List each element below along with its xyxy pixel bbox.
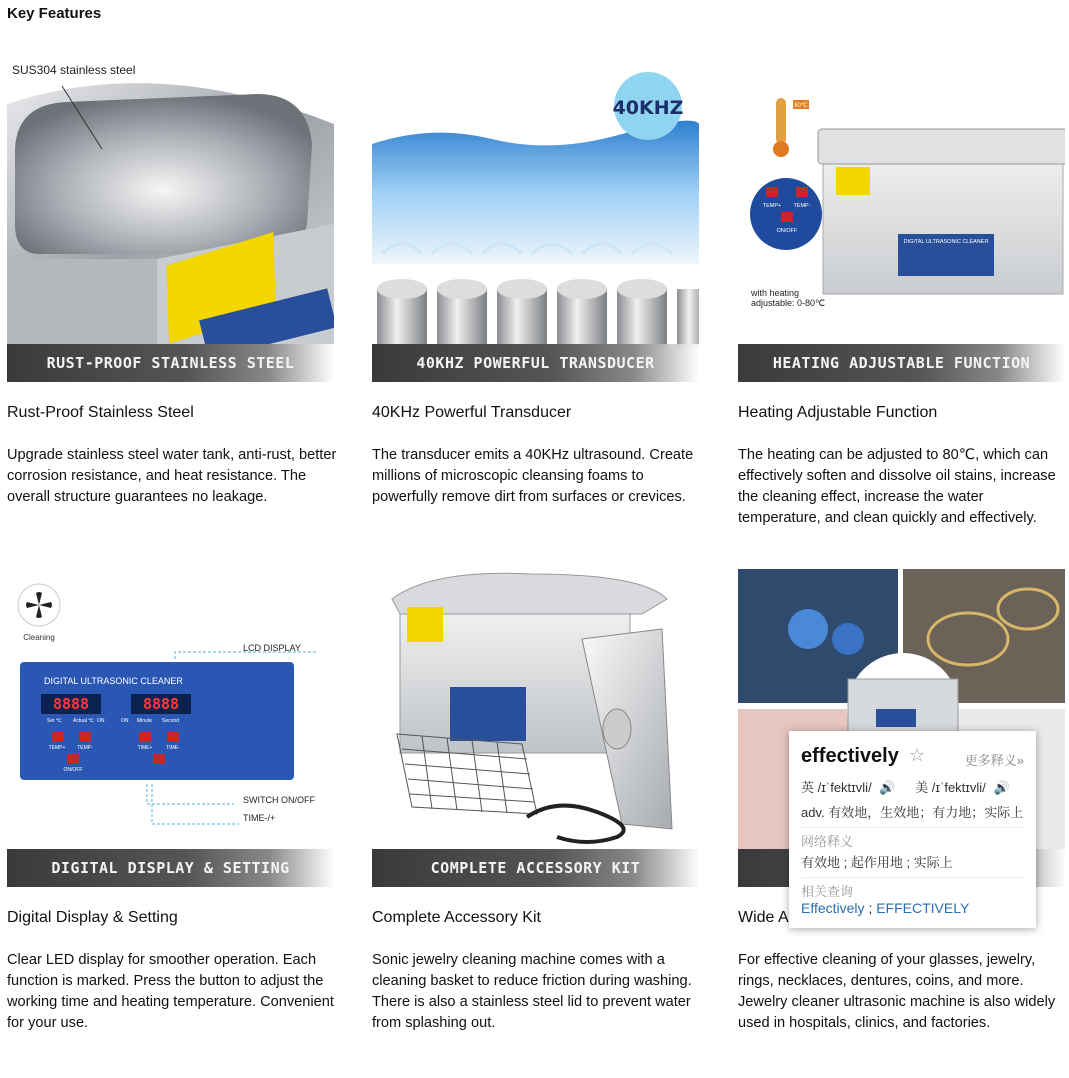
temp-minus-label: TEMP- [793, 203, 811, 209]
actual-label: Actual ℃ [73, 718, 94, 724]
callout-label: SUS304 stainless steel [12, 64, 136, 77]
us-phonetic: /ɪˈfektɪvli/ [931, 780, 986, 795]
panel-label: DIGITAL ULTRASONIC CLEANER [903, 239, 989, 245]
divider [801, 877, 1025, 878]
banner: HEATING ADJUSTABLE FUNCTION [738, 344, 1065, 382]
banner: RUST-PROOF STAINLESS STEEL [7, 344, 334, 382]
time-plus-label: TIME+ [137, 745, 153, 751]
second-label: Second [162, 718, 179, 724]
on-label: ON [97, 718, 105, 724]
time-label: TIME-/+ [243, 813, 276, 823]
banner: 40KHZ POWERFUL TRANSDUCER [372, 344, 699, 382]
feature-heading: Rust-Proof Stainless Steel [7, 404, 194, 421]
frequency-badge: 40KHZ [612, 97, 684, 119]
popup-word: effectively [801, 745, 899, 767]
feature-description: Sonic jewelry cleaning machine comes with a cleaning basket to reduce friction during washing. There is also a stainless steel lid to prevent water from splashing out. [372, 952, 692, 1031]
related-link-2[interactable]: EFFECTIVELY [876, 900, 970, 916]
switch-label: SWITCH ON/OFF [243, 795, 315, 805]
feature-heading: 40KHz Powerful Transducer [372, 404, 572, 421]
banner: COMPLETE ACCESSORY KIT [372, 849, 699, 887]
feature-description: Clear LED display for smoother operation. Each function is marked. Press the button to adjust the working time and heating temperature. Convenient for your use. [7, 952, 334, 1031]
time-readout: 8888 [142, 695, 180, 713]
heating-image [738, 64, 1065, 382]
uk-speaker-icon[interactable]: 🔊 [879, 780, 896, 795]
temp-plus-label: TEMP+ [48, 745, 66, 751]
on-label-2: ON [121, 718, 129, 724]
basic-definition: adv. 有效地，生效地；有力地；实际上 [801, 805, 1024, 820]
page-title: Key Features [7, 5, 102, 22]
minute-label: Minute [137, 718, 153, 724]
feature-description: The transducer emits a 40KHz ultrasound. Create millions of microscopic cleansing foams to powerfully remove dirt from surfaces or crevices. [372, 447, 694, 505]
temp-minus-label: TEMP- [77, 745, 93, 751]
related-separator: ; [868, 900, 873, 916]
set-temp-readout: 8888 [52, 695, 90, 713]
uk-phonetic: /ɪˈfektɪvli/ [817, 780, 872, 795]
more-definitions-link[interactable]: 更多释义» [964, 753, 1024, 768]
time-minus-label: TIME- [166, 745, 180, 751]
heating-note-1: with heating [751, 288, 800, 298]
web-definition-label: 网络释义 [801, 834, 854, 849]
feature-description: The heating can be adjusted to 80℃, which can effectively soften and dissolve oil stains, increase the cleaning effect, increase the water temperature, and clean quickly and effectively. [738, 447, 1056, 526]
banner: DIGITAL DISPLAY & SETTING [7, 849, 334, 887]
us-speaker-icon[interactable]: 🔊 [993, 780, 1010, 795]
uk-label: 英 [801, 780, 815, 795]
feature-heading: Complete Accessory Kit [372, 909, 541, 926]
accessory-kit-image [372, 569, 699, 887]
thermometer-label: 80℃ [794, 103, 808, 109]
feature-heading: Wide A [738, 909, 789, 926]
heating-note-2: adjustable: 0-80℃ [751, 298, 826, 308]
temp-plus-label: TEMP+ [762, 203, 782, 209]
panel-title: DIGITAL ULTRASONIC CLEANER [44, 676, 183, 686]
us-label: 美 [915, 780, 929, 795]
onoff-label: ON/OFF [63, 767, 83, 773]
related-link-1[interactable]: Effectively [801, 900, 865, 916]
lcd-label: LCD DISPLAY [243, 643, 301, 653]
onoff-label: ON/OFF [776, 228, 798, 234]
feature-heading: Digital Display & Setting [7, 909, 178, 926]
favorite-star-icon[interactable]: ☆ [909, 745, 926, 765]
stainless-steel-image [7, 64, 334, 382]
feature-description: For effective cleaning of your glasses, jewelry, rings, necklaces, dentures, coins, and more. Jewelry cleaner ultrasonic machine is also widely used in hospitals, clinics, and factories. [738, 952, 1056, 1031]
dictionary-popup[interactable] [789, 731, 1036, 928]
related-label: 相关查询 [801, 884, 854, 899]
divider [801, 827, 1025, 828]
display-panel-image [7, 569, 334, 887]
phonetics [801, 777, 1010, 796]
cleaning-icon-label: Cleaning [23, 633, 55, 642]
related-queries [801, 900, 969, 916]
set-label: Set ℃ [47, 718, 62, 724]
transducer-image [372, 64, 699, 382]
feature-description: Upgrade stainless steel water tank, anti-rust, better corrosion resistance, and heat resistance. The overall structure guarantees no leakage. [7, 447, 337, 505]
feature-heading: Heating Adjustable Function [738, 404, 938, 421]
web-definition: 有效地 ; 起作用地 ; 实际上 [801, 855, 953, 870]
